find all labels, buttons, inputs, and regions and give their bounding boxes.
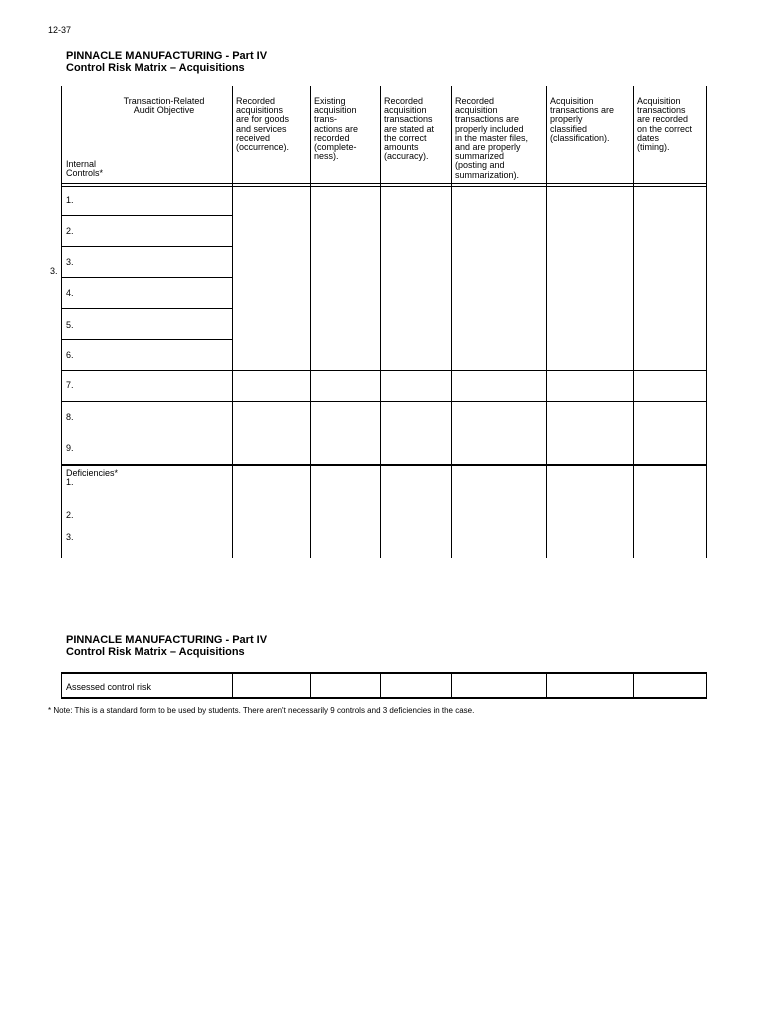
grid-line [61, 215, 233, 216]
margin-mark: 3. [50, 266, 58, 276]
objective-occurrence: Recorded acquisitions are for goods and services received (occurrence). [236, 96, 290, 153]
objective-classification: Acquisition transactions are properly classified (classification). [550, 96, 615, 143]
page-number: 12-37 [48, 25, 72, 35]
grid-line [232, 672, 233, 698]
matrix-title-line2: Control Risk Matrix – Acquisitions [66, 62, 245, 74]
grid-line [451, 672, 452, 698]
control-row-label: 5. [66, 320, 74, 330]
control-row-label: 7. [66, 380, 74, 390]
matrix-title-line1: PINNACLE MANUFACTURING - Part IV [66, 50, 268, 62]
control-row-label: 6. [66, 350, 74, 360]
grid-line [546, 86, 547, 558]
grid-line [61, 183, 707, 184]
control-row-label: 1. [66, 195, 74, 205]
grid-line [61, 186, 707, 187]
grid-line [633, 86, 634, 558]
grid-line [380, 86, 381, 558]
objective-timing: Acquisition transactions are recorded on the correct dates (timing). [637, 96, 693, 153]
grid-line [61, 401, 707, 402]
deficiency-row-label: 2. [66, 510, 74, 520]
assessed-control-risk-label: Assessed control risk [66, 682, 152, 692]
grid-line [61, 308, 233, 309]
objective-accuracy: Recorded acquisition transactions are stated at the correct amounts (accuracy). [384, 96, 435, 162]
grid-line [706, 86, 707, 558]
internal-controls-label: Internal Controls* [66, 159, 104, 179]
assessment-title-line2: Control Risk Matrix – Acquisitions [66, 646, 245, 658]
grid-line [546, 672, 547, 698]
grid-line [61, 246, 233, 247]
grid-line [61, 86, 62, 558]
grid-line [61, 672, 707, 674]
assessment-title [66, 634, 267, 658]
matrix-title [66, 50, 267, 74]
control-row-label: 3. [66, 257, 74, 267]
grid-line [61, 277, 233, 278]
grid-line [310, 86, 311, 558]
grid-line [61, 672, 62, 698]
control-row-label: 9. [66, 443, 74, 453]
audit-objective-label: Transaction-Related Audit Objective [123, 96, 205, 116]
objective-posting: Recorded acquisition transactions are properly included in the master files, and are properly summarized (posting and summarization). [455, 96, 529, 180]
footnote: * Note: This is a standard form to be used by students. There aren't necessarily 9 controls and 3 deficiencies in the case. [48, 706, 475, 715]
control-row-label: 2. [66, 226, 74, 236]
grid-line [232, 86, 233, 558]
deficiencies-label: Deficiencies* [66, 468, 119, 478]
assessment-title-line1: PINNACLE MANUFACTURING - Part IV [66, 634, 268, 646]
grid-line [380, 672, 381, 698]
deficiency-row-label: 1. [66, 477, 74, 487]
grid-line [61, 370, 707, 371]
objective-completeness: Existing acquisition trans- actions are recorded (complete- ness). [314, 96, 359, 162]
grid-line [61, 697, 707, 699]
control-row-label: 8. [66, 412, 74, 422]
grid-line [451, 86, 452, 558]
grid-line [706, 672, 707, 698]
grid-line [310, 672, 311, 698]
grid-line [633, 672, 634, 698]
grid-line [61, 339, 233, 340]
deficiency-row-label: 3. [66, 532, 74, 542]
grid-line [61, 464, 707, 466]
control-row-label: 4. [66, 288, 74, 298]
